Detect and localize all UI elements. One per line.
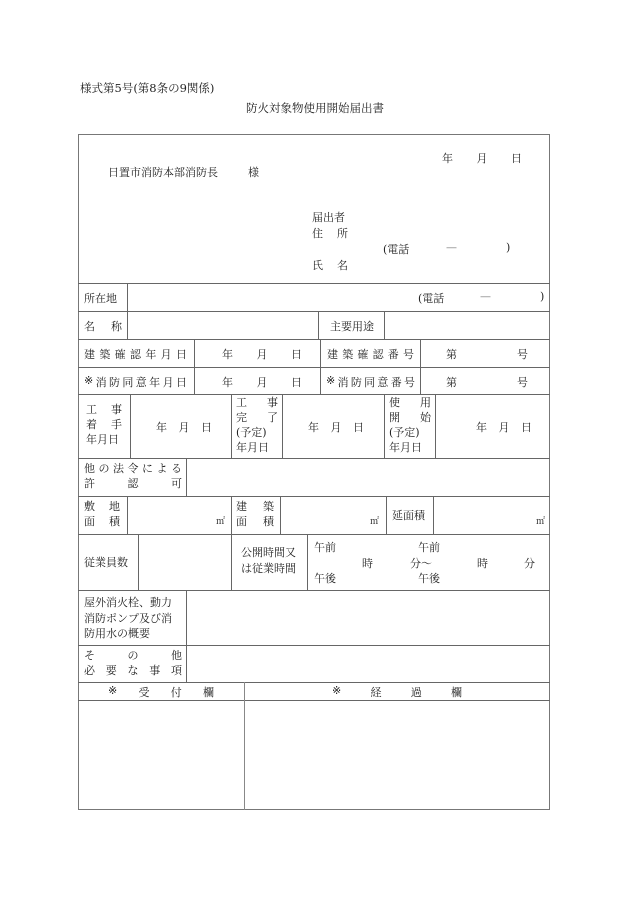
- month-label: 月: [498, 421, 510, 434]
- label-char: 築: [342, 348, 354, 361]
- label-char: 付: [170, 686, 182, 699]
- building-confirm-date-value[interactable]: [222, 346, 302, 362]
- label-char: の: [98, 462, 110, 475]
- label-char: 番: [387, 348, 399, 361]
- label-char: 消: [95, 376, 107, 389]
- label-char: 号: [402, 348, 414, 361]
- am-label-2[interactable]: 午前: [418, 541, 440, 554]
- label-char: 認: [129, 348, 141, 361]
- address-label-char: 所: [337, 227, 348, 240]
- label-char: 防: [350, 376, 362, 389]
- day-label: 日: [291, 348, 302, 361]
- minute-label-1: 分〜: [410, 557, 432, 570]
- label-char: 面: [236, 515, 247, 528]
- label-line: 防用水の概要: [84, 627, 150, 640]
- label-char: 欄: [202, 686, 214, 699]
- construction-complete-label: [236, 395, 278, 455]
- site-area-unit: ㎡: [216, 517, 226, 527]
- label-char: 経: [370, 686, 382, 699]
- month-label: 月: [256, 348, 268, 361]
- year-label: 年: [476, 421, 487, 434]
- day-label: 日: [201, 421, 212, 434]
- label-char: 積: [109, 515, 120, 528]
- fire-consent-date-label: [84, 374, 187, 390]
- number-suffix: 号: [517, 376, 528, 389]
- employees-input[interactable]: [140, 535, 230, 589]
- label-char: 法: [113, 462, 124, 475]
- construction-start-label: [86, 402, 122, 447]
- fire-consent-number-label: [326, 374, 415, 390]
- month-label: 月: [476, 152, 488, 165]
- building-area-unit: ㎡: [370, 517, 380, 527]
- label-char: 用: [420, 396, 431, 409]
- label-char: 項: [171, 664, 182, 677]
- label-char: 年: [145, 348, 157, 361]
- label-char: 他: [171, 649, 182, 662]
- label-char: 同: [364, 376, 376, 389]
- label-char: 月: [160, 348, 172, 361]
- total-floor-area-unit: ㎡: [536, 517, 546, 527]
- label-char: 建: [327, 348, 338, 361]
- day-label: 日: [291, 376, 302, 389]
- name-row-label: [84, 318, 122, 334]
- label-char: 年月日: [236, 441, 269, 454]
- label-char: 消: [337, 376, 349, 389]
- hours-label: [241, 545, 296, 577]
- notifier-label: 届出者: [312, 211, 345, 224]
- hour-label-2: 時: [477, 557, 488, 570]
- minute-label-2: 分: [524, 557, 535, 570]
- label-char: 敷: [84, 500, 95, 513]
- label-char: 必: [84, 664, 95, 677]
- label-char: 月: [162, 376, 174, 389]
- hours-label-line: は従業時間: [241, 562, 296, 575]
- label-char: 工: [86, 403, 97, 416]
- label-char: の: [127, 649, 139, 662]
- label-line: 消防ポンプ及び消: [84, 611, 172, 625]
- other-matters-input[interactable]: [188, 646, 549, 681]
- label-char: 了: [267, 411, 278, 424]
- notifier-phone-open: (電話: [383, 243, 410, 256]
- year-label: 年: [442, 152, 453, 165]
- pm-label-1[interactable]: 午後: [314, 572, 336, 585]
- building-confirm-number-label: [327, 346, 414, 362]
- year-label: 年: [308, 421, 319, 434]
- label-char: 過: [410, 686, 422, 699]
- label-char: 年: [149, 376, 161, 389]
- label-char: 意: [377, 376, 389, 389]
- building-confirm-number-value[interactable]: [446, 346, 528, 362]
- hour-label-1: 時: [362, 557, 373, 570]
- label-char: 着: [86, 418, 97, 431]
- label-char: ※: [332, 684, 342, 697]
- hydrant-overview-label: [84, 595, 172, 642]
- label-char: 日: [175, 348, 187, 361]
- label-char: 号: [404, 376, 415, 389]
- label-char: 積: [263, 515, 274, 528]
- label-char: 認: [127, 477, 139, 490]
- notifier-phone-dash: —: [446, 241, 457, 254]
- total-floor-area-label: 延面積: [392, 509, 425, 522]
- number-prefix: 第: [446, 376, 457, 389]
- label-char: 名: [84, 320, 95, 333]
- label-char: 工: [236, 396, 247, 409]
- month-label: 月: [178, 421, 190, 434]
- building-confirm-date-label: [84, 346, 187, 362]
- honorific: 様: [248, 166, 259, 179]
- label-char: る: [171, 462, 182, 475]
- location-phone-dash: —: [480, 290, 491, 303]
- name-label-char: 名: [337, 259, 348, 272]
- location-label: 所在地: [84, 292, 117, 305]
- location-phone-open: (電話: [418, 292, 445, 305]
- label-char: 年月日: [389, 441, 422, 454]
- day-label: 日: [353, 421, 364, 434]
- receipt-area[interactable]: [80, 701, 243, 809]
- label-line: 屋外消火栓、動力: [84, 596, 172, 609]
- label-char: 令: [127, 462, 139, 475]
- name-label: [312, 257, 348, 273]
- label-char: 番: [390, 376, 402, 389]
- day-label: 日: [511, 152, 522, 165]
- construction-complete-value[interactable]: [308, 419, 364, 435]
- use-start-value[interactable]: [476, 419, 532, 435]
- hydrant-input[interactable]: [188, 591, 549, 644]
- label-char: 許: [84, 477, 95, 490]
- month-label: 月: [330, 421, 342, 434]
- other-law-label: [84, 461, 182, 491]
- location-phone-close: ): [540, 290, 545, 303]
- label-char: 可: [171, 477, 182, 490]
- name-label-char: 氏: [312, 259, 323, 272]
- label-char: 同: [122, 376, 134, 389]
- label-char: 面: [84, 515, 95, 528]
- label-char: 手: [111, 418, 122, 431]
- label-char: 称: [111, 320, 122, 333]
- label-char: 事: [111, 403, 122, 416]
- label-char: よ: [156, 462, 168, 475]
- employees-label: 従業員数: [84, 556, 128, 569]
- label-char: 他: [84, 462, 95, 475]
- label-char: 使: [389, 396, 400, 409]
- am-label-1[interactable]: 午前: [314, 541, 336, 554]
- building-area-label: [236, 499, 274, 529]
- label-char: 欄: [450, 686, 462, 699]
- number-suffix: 号: [517, 348, 528, 361]
- year-label: 年: [222, 348, 233, 361]
- other-law-input[interactable]: [188, 459, 549, 495]
- label-char: 受: [138, 686, 150, 699]
- day-label: 日: [521, 421, 532, 434]
- label-char: そ: [84, 649, 95, 662]
- submission-date[interactable]: [442, 150, 522, 166]
- form-number: 様式第5号(第8条の9関係): [80, 81, 215, 95]
- fire-consent-number-value[interactable]: [446, 374, 528, 390]
- fire-consent-date-value[interactable]: [222, 374, 302, 390]
- use-start-label: [389, 395, 431, 455]
- form-title: 防火対象物使用開始届出書: [246, 101, 384, 115]
- label-char: 完: [236, 411, 247, 424]
- construction-start-value[interactable]: [156, 419, 212, 435]
- year-label: 年: [156, 421, 167, 434]
- progress-area[interactable]: [246, 701, 549, 809]
- label-char: ※: [108, 684, 118, 697]
- label-char: ※: [326, 374, 336, 387]
- label-char: 確: [357, 348, 369, 361]
- site-area-label: [84, 499, 120, 529]
- name-input[interactable]: [129, 312, 317, 338]
- location-input[interactable]: [129, 284, 409, 310]
- label-char: 認: [372, 348, 384, 361]
- label-char: 要: [105, 664, 117, 677]
- year-label: 年: [222, 376, 233, 389]
- label-char: 年月日: [86, 433, 119, 446]
- pm-label-2[interactable]: 午後: [418, 572, 440, 585]
- addressee: 日置市消防本部消防長: [108, 166, 218, 179]
- month-label: 月: [256, 376, 268, 389]
- label-char: な: [127, 664, 139, 677]
- notifier-phone-close: ): [506, 241, 511, 254]
- label-char: (予定): [389, 426, 420, 439]
- label-char: 建: [236, 500, 247, 513]
- label-char: ※: [84, 374, 94, 387]
- progress-column-header: [332, 684, 462, 700]
- address-label: [312, 225, 348, 241]
- label-char: 防: [109, 376, 120, 389]
- label-char: 始: [420, 411, 431, 424]
- hours-label-line: 公開時間又: [241, 546, 296, 559]
- label-char: 地: [109, 500, 120, 513]
- label-char: 建: [84, 348, 95, 361]
- label-char: 意: [135, 376, 147, 389]
- receipt-column-header: [108, 684, 214, 700]
- label-char: 開: [389, 411, 400, 424]
- label-char: 事: [149, 664, 161, 677]
- label-char: 確: [114, 348, 126, 361]
- other-matters-label: [84, 648, 182, 678]
- label-char: 日: [175, 376, 187, 389]
- label-char: に: [142, 462, 153, 475]
- main-use-input[interactable]: [386, 312, 549, 338]
- address-label-char: 住: [312, 227, 323, 240]
- label-char: 事: [267, 396, 278, 409]
- number-prefix: 第: [446, 348, 457, 361]
- label-char: 築: [263, 500, 274, 513]
- main-use-label: 主要用途: [330, 320, 374, 333]
- label-char: 築: [99, 348, 111, 361]
- label-char: (予定): [236, 426, 267, 439]
